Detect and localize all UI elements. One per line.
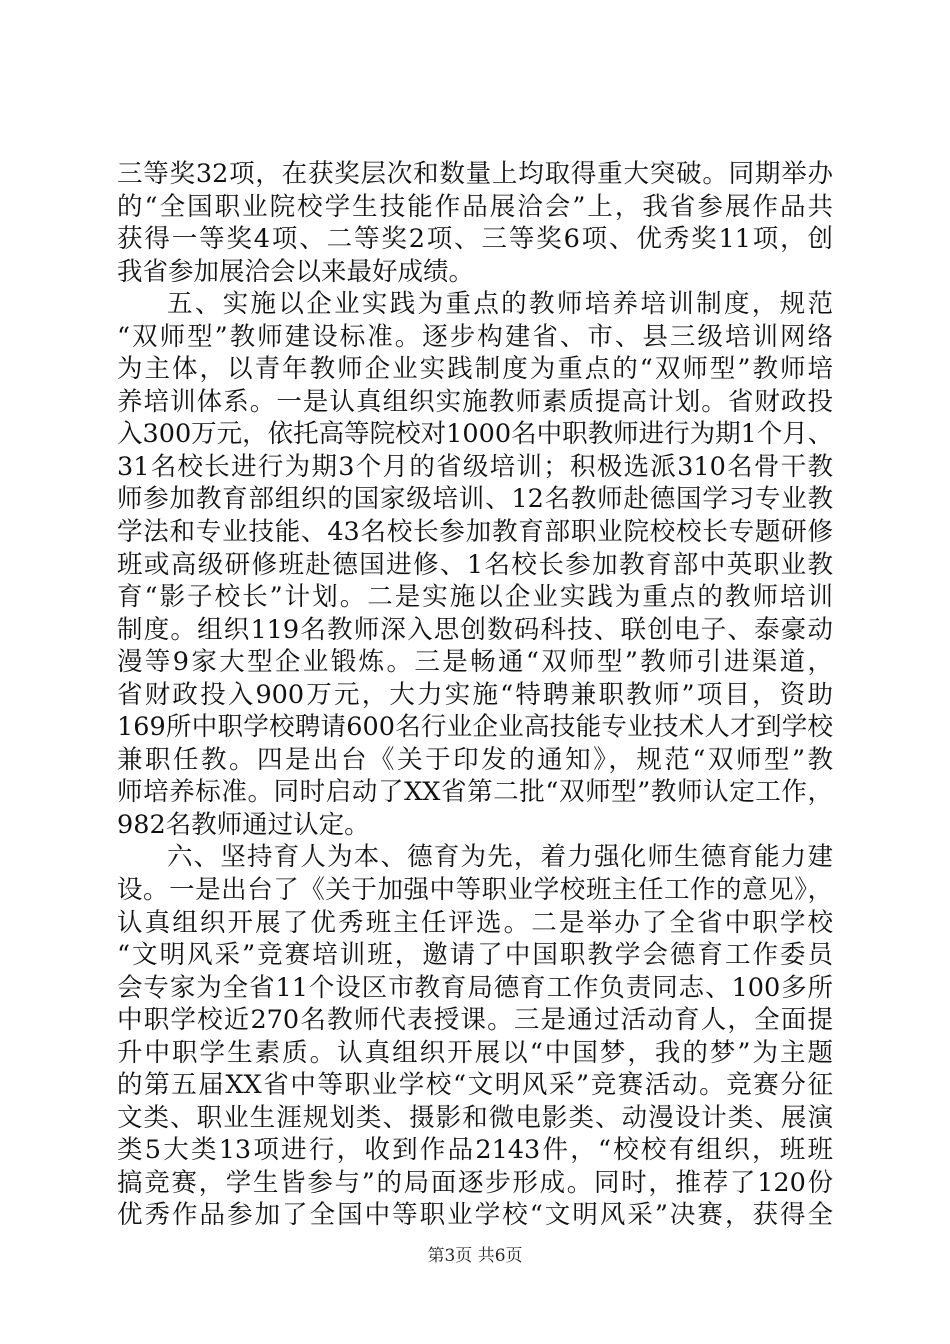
text-line: 养培训体系。一是认真组织实施教师素质提高计划。省财政投	[117, 386, 833, 417]
text-line: 师参加教育部组织的国家级培训、12名教师赴德国学习专业教	[117, 484, 833, 515]
text-line: 中职学校近270名教师代表授课。三是通过活动育人，全面提	[117, 1005, 833, 1036]
text-line: “文明风采”竞赛培训班，邀请了中国职教学会德育工作委员	[117, 940, 833, 971]
text-line: 我省参加展洽会以来最好成绩。	[117, 256, 475, 287]
text-line: 设。一是出台了《关于加强中等职业学校班主任工作的意见》，	[117, 875, 833, 905]
text-line: 师培养标准。同时启动了XX省第二批“双师型”教师认定工作，	[117, 777, 833, 808]
text-line: 优秀作品参加了全国中等职业学校“文明风采”决赛，获得全	[117, 1200, 833, 1231]
text-line: 982名教师通过认定。	[117, 809, 370, 840]
text-line: 搞竞赛，学生皆参与”的局面逐步形成。同时，推荐了120份	[117, 1167, 833, 1198]
text-line: 漫等9家大型企业锻炼。三是畅通“双师型”教师引进渠道，	[117, 647, 833, 678]
text-line: 省财政投入900万元，大力实施“特聘兼职教师”项目，资助	[117, 679, 833, 710]
text-line: 学法和专业技能、43名校长参加教育部职业院校校长专题研修	[117, 517, 833, 547]
text-line: 育“影子校长”计划。二是实施以企业实践为重点的教师培训	[117, 582, 833, 613]
text-line: 类5大类13项进行，收到作品2143件，“校校有组织，班班	[117, 1135, 833, 1166]
text-line: 会专家为全省11个设区市教育局德育工作负责同志、100多所	[117, 972, 833, 1003]
text-line: 认真组织开展了优秀班主任评选。二是举办了全省中职学校	[117, 907, 833, 938]
paragraph-five-first-line: 五、实施以企业实践为重点的教师培养培训制度，规范	[167, 289, 833, 320]
text-line: 班或高级研修班赴德国进修、1名校长参加教育部中英职业教	[117, 549, 833, 580]
text-line: 制度。组织119名教师深入思创数码科技、联创电子、泰豪动	[117, 614, 833, 645]
text-line: 兼职任教。四是出台《关于印发的通知》，规范“双师型”教	[117, 744, 833, 775]
text-line: 31名校长进行为期3个月的省级培训；积极选派310名骨干教	[117, 451, 833, 482]
text-line: 文类、职业生涯规划类、摄影和微电影类、动漫设计类、展演	[117, 1102, 833, 1133]
page-number-footer: 第3页 共6页	[427, 1246, 523, 1266]
text-line: 的第五届XX省中等职业学校“文明风采”竞赛活动。竞赛分征	[117, 1070, 833, 1101]
text-line: 入300万元，依托高等院校对1000名中职教师进行为期1个月、	[117, 419, 834, 450]
text-line: “双师型”教师建设标准。逐步构建省、市、县三级培训网络	[117, 321, 833, 352]
text-line: 升中职学生素质。认真组织开展以“中国梦，我的梦”为主题	[117, 1037, 833, 1068]
text-line: 的“全国职业院校学生技能作品展洽会”上，我省参展作品共	[117, 191, 833, 222]
text-line: 为主体，以青年教师企业实践制度为重点的“双师型”教师培	[117, 354, 833, 385]
text-line: 169所中职学校聘请600名行业企业高技能专业技术人才到学校	[117, 712, 833, 743]
text-line: 三等奖32项，在获奖层次和数量上均取得重大突破。同期举办	[117, 159, 833, 189]
paragraph-six-first-line: 六、坚持育人为本、德育为先，着力强化师生德育能力建	[167, 842, 833, 873]
text-line: 获得一等奖4项、二等奖2项、三等奖6项、优秀奖11项，创	[117, 224, 833, 255]
